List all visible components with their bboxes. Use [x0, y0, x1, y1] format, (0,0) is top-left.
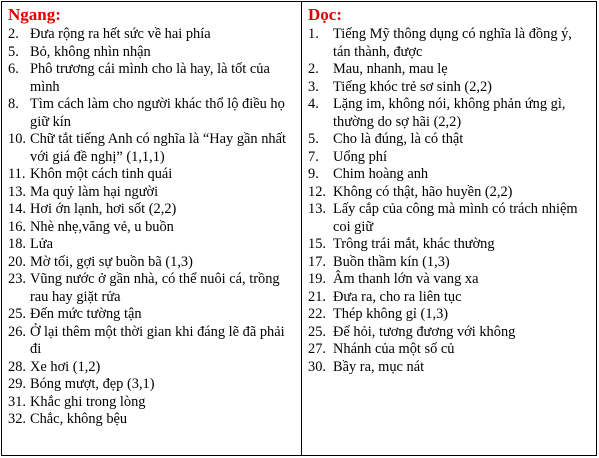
across-clue-text: Chữ tắt tiếng Anh có nghĩa là “Hay gần nhất với giá đề nghị” (1,1,1) [30, 131, 286, 165]
down-clue [308, 166, 592, 184]
across-clue [8, 271, 297, 306]
across-clue-number: 10. [8, 131, 26, 147]
down-clue-text: Tiếng Mỹ thông dụng có nghĩa là đồng ý, tán thành, được [333, 26, 572, 60]
down-clue-number: 25. [308, 323, 326, 340]
across-clue [8, 44, 297, 62]
across-clue [8, 376, 297, 394]
across-clue-number: 2. [8, 26, 19, 42]
across-clue-text: Vũng nước ở gần nhà, có thể nuôi cá, trồng rau hay giặt rửa [30, 271, 280, 305]
down-clue-text: Nhánh của một số củ [333, 341, 455, 357]
across-clue [8, 61, 297, 96]
down-clue-text: Âm thanh lớn và vang xa [333, 271, 479, 287]
across-clue-number: 11. [8, 166, 26, 182]
across-clue [8, 184, 297, 202]
down-clue-text: Lặng im, không nói, không phản ứng gì, thường do sợ hãi (2,2) [333, 96, 566, 130]
across-clue [8, 166, 297, 184]
down-clue-text: Để hỏi, tương đương với không [333, 323, 516, 340]
across-clue-text: Ở lại thêm một thời gian khi đáng lẽ đã phải đi [30, 323, 285, 357]
down-clue [308, 306, 592, 324]
across-clue [8, 324, 297, 359]
across-clue [8, 254, 297, 272]
across-clue [8, 26, 297, 44]
across-clue-number: 32. [8, 411, 26, 427]
down-clue-number: 4. [308, 96, 319, 112]
across-clue-text: Phô trương cái mình cho là hay, là tốt của mình [30, 61, 270, 95]
down-clue [308, 201, 592, 236]
down-clue-number: 17. [308, 253, 326, 270]
down-clue-text: Uổng phí [333, 148, 387, 165]
across-clue-text: Bóng mượt, đẹp (3,1) [30, 376, 155, 392]
down-clue [308, 359, 592, 377]
across-clue-text: Khôn một cách tinh quái [30, 166, 173, 182]
across-clue [8, 394, 297, 412]
across-clue-text: Bỏ, không nhìn nhận [30, 43, 151, 60]
down-clue-number: 30. [308, 358, 326, 375]
down-clue-number: 15. [308, 236, 326, 252]
across-clue-text: Hơi ớn lạnh, hơi sốt (2,2) [30, 201, 177, 217]
across-clue-number: 14. [8, 201, 26, 217]
down-clue-text: Không có thật, hão huyền (2,2) [333, 183, 513, 200]
down-heading: Dọc: [308, 5, 342, 24]
across-clue [8, 236, 297, 254]
down-clue-text: Lấy cắp của công mà mình có trách nhiệm coi giữ [333, 201, 578, 235]
down-clue-number: 1. [308, 26, 319, 42]
across-column [2, 2, 302, 455]
across-clue-number: 6. [8, 61, 19, 77]
crossword-clue-table [1, 1, 597, 456]
across-clue-text: Ma quỷ làm hại người [30, 183, 159, 200]
across-clue-number: 16. [8, 218, 26, 235]
down-clue-number: 22. [308, 306, 326, 322]
down-clue-text: Mau, nhanh, mau lẹ [333, 61, 448, 77]
down-clue-text: Tiếng khóc trẻ sơ sinh (2,2) [333, 78, 492, 95]
across-clue-text: Xe hơi (1,2) [30, 358, 101, 375]
across-clue-number: 8. [8, 96, 19, 112]
across-clue [8, 96, 297, 131]
across-clue-text: Nhè nhẹ,văng vẻ, u buồn [30, 218, 174, 235]
down-clue [308, 289, 592, 307]
across-clue [8, 306, 297, 324]
down-clue [308, 149, 592, 167]
across-clue-number: 18. [8, 236, 26, 252]
across-clue-text: Lửa [30, 236, 53, 252]
across-clue-text: Chắc, không bệu [30, 411, 128, 427]
across-clue-number: 23. [8, 271, 26, 287]
down-clue-text: Thép không gỉ (1,3) [333, 306, 449, 322]
down-clue-number: 5. [308, 131, 319, 147]
down-clue-number: 19. [308, 271, 326, 287]
down-clue [308, 184, 592, 202]
down-clue [308, 61, 592, 79]
down-clue-text: Đưa ra, cho ra liên tục [333, 288, 462, 305]
across-clue-text: Mờ tối, gợi sự buồn bã (1,3) [30, 253, 193, 270]
down-clue-list [308, 26, 592, 376]
across-clue-number: 28. [8, 358, 26, 375]
down-clue-number: 12. [308, 183, 326, 200]
across-clue-text: Khắc ghi trong lòng [30, 393, 146, 410]
down-clue-number: 21. [308, 288, 326, 305]
across-clue-number: 26. [8, 323, 26, 340]
down-clue-text: Chim hoàng anh [333, 166, 429, 182]
down-clue [308, 79, 592, 97]
across-clue-number: 20. [8, 253, 26, 270]
down-clue [308, 131, 592, 149]
down-clue-text: Bầy ra, mục nát [333, 358, 425, 375]
across-clue-text: Tìm cách làm cho người khác thổ lộ điều họ giữ kín [30, 96, 285, 130]
across-clue [8, 131, 297, 166]
down-clue-number: 9. [308, 166, 319, 182]
across-clue [8, 219, 297, 237]
down-column [302, 2, 596, 455]
down-clue [308, 254, 592, 272]
down-clue-number: 27. [308, 341, 326, 357]
across-clue-number: 31. [8, 393, 26, 410]
across-clue-number: 25. [8, 306, 26, 322]
across-clue-number: 13. [8, 183, 26, 200]
down-clue [308, 26, 592, 61]
across-clue-number: 5. [8, 43, 19, 60]
down-clue-number: 13. [308, 201, 326, 217]
down-clue-number: 3. [308, 78, 319, 95]
across-clue-text: Đưa rộng ra hết sức về hai phía [30, 26, 211, 42]
down-clue-number: 2. [308, 61, 319, 77]
down-clue [308, 96, 592, 131]
across-clue-number: 29. [8, 376, 26, 392]
down-clue-text: Buồn thầm kín (1,3) [333, 253, 450, 270]
across-clue [8, 411, 297, 429]
across-heading: Ngang: [8, 5, 61, 24]
down-clue-text: Cho là đúng, là có thật [333, 131, 464, 147]
across-clue-list [8, 26, 297, 429]
down-clue-number: 7. [308, 148, 319, 165]
down-clue [308, 236, 592, 254]
across-clue [8, 201, 297, 219]
down-clue [308, 324, 592, 342]
across-clue [8, 359, 297, 377]
down-clue-text: Trông trái mắt, khác thường [333, 236, 495, 252]
across-clue-text: Đến mức tường tận [30, 306, 142, 322]
down-clue [308, 341, 592, 359]
down-clue [308, 271, 592, 289]
